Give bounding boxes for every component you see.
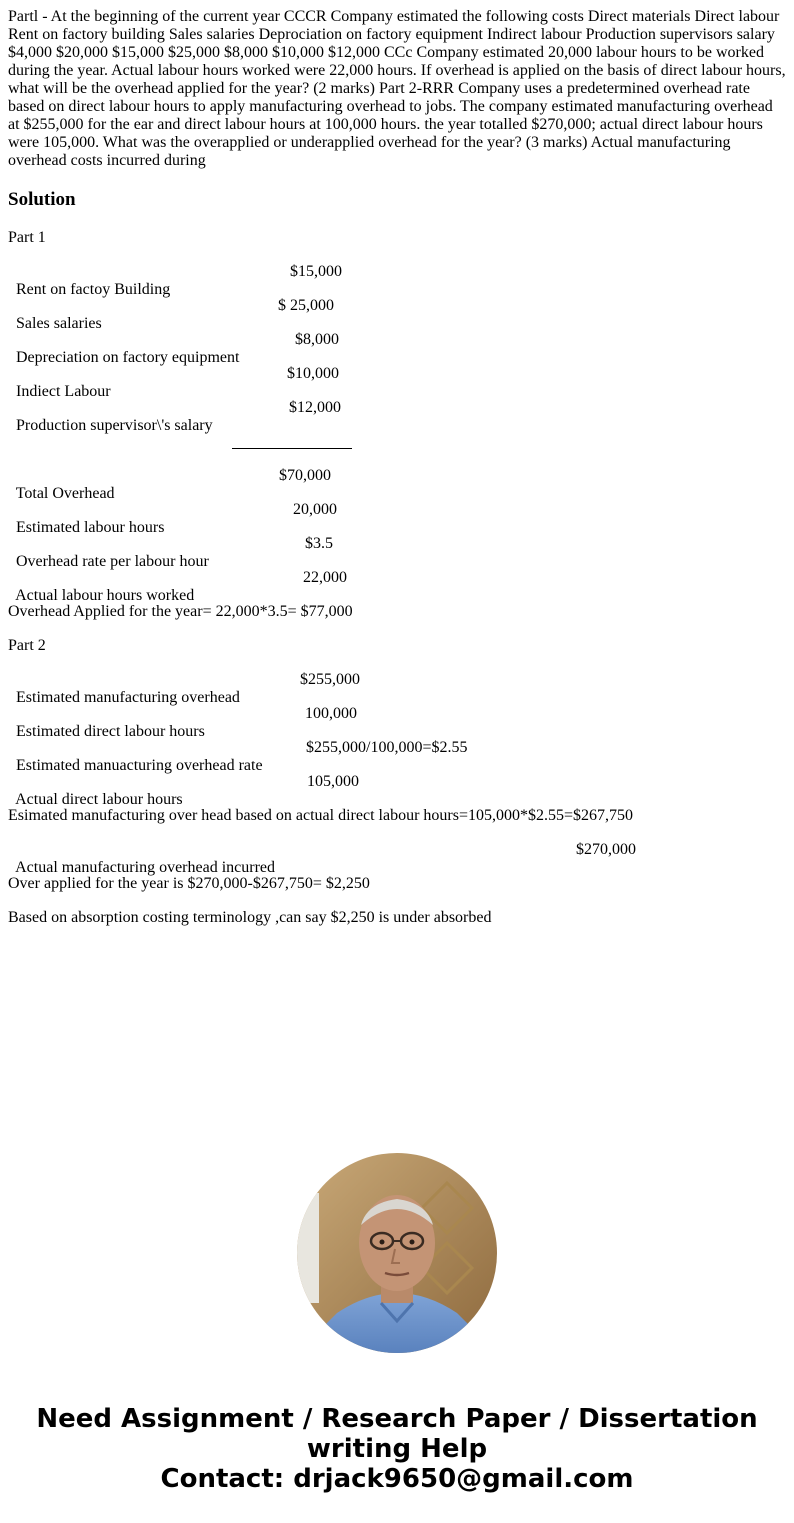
promo-contact: Contact: drjack9650@gmail.com: [160, 1464, 634, 1494]
author-avatar: [297, 1153, 497, 1353]
row-label: Rent on factoy Building: [16, 281, 171, 298]
part1-row-indirect: [8, 365, 339, 400]
row-value: 20,000: [293, 501, 337, 518]
row-value: $3.5: [305, 535, 333, 552]
part1-applied: Overhead Applied for the year= 22,000*3.5= $77,000: [8, 603, 353, 620]
row-label: Estimated manuacturing overhead rate: [16, 757, 263, 774]
part1-row-rate: [8, 535, 333, 570]
part1-row-actual-hours: [8, 569, 347, 604]
row-label: Actual direct labour hours: [15, 791, 183, 808]
row-value: $10,000: [287, 365, 339, 382]
part1-row-rent: [8, 263, 342, 298]
row-value: $8,000: [295, 331, 339, 348]
row-label: Estimated direct labour hours: [16, 723, 205, 740]
row-value: $ 25,000: [278, 297, 334, 314]
row-value: 22,000: [303, 569, 347, 586]
part2-absorption-note: Based on absorption costing terminology ,can say $2,250 is under absorbed: [8, 909, 492, 926]
solution-heading: Solution: [8, 189, 76, 210]
part2-estimated-line: Esimated manufacturing over head based on actual direct labour hours=105,000*$2.55=$267,750: [8, 807, 633, 824]
part1-row-depreciation: [8, 331, 339, 366]
part2-row-estimated-overhead: [8, 671, 360, 706]
part2-row-estimated-hours: [8, 705, 357, 740]
total-divider: [232, 448, 352, 449]
promo-line-1: Need Assignment / Research Paper / Dissertation: [36, 1404, 758, 1434]
row-label: Estimated labour hours: [16, 519, 165, 536]
row-label: Sales salaries: [16, 315, 102, 332]
question-text: Partl - At the beginning of the current year CCCR Company estimated the following costs Direct materials Direct labour Rent on factory building Sales salaries Deprociation on factory equipment Indirect labour Production supervisors salary $4,000 $20,000 $15,000 $25,000 $8,000 $10,000 $12,000 CCc Company estimated 20,000 labour hours to be worked during the year. Actual labour hours worked were 22,000 hours. If overhead is applied on the basis of direct labour hours, what will be the overhead applied for the year? (2 marks) Part 2-RRR Company uses a predetermined overhead rate based on direct labour hours to apply manufacturing overhead to jobs. The company estimated manufacturing overhead at $255,000 for the ear and direct labour hours at 100,000 hours. the year totalled $270,000; actual direct labour hours were 105,000. What was the overapplied or underapplied overhead for the year? (3 marks) Actual manufacturing overhead costs incurred during: [8, 8, 786, 169]
row-label: Overhead rate per labour hour: [16, 553, 209, 570]
row-value: $70,000: [279, 467, 331, 484]
row-value: $15,000: [290, 263, 342, 280]
row-label: Indiect Labour: [16, 383, 111, 400]
row-label: Estimated manufacturing overhead: [16, 689, 240, 706]
part1-row-sales: [8, 297, 334, 332]
row-label: Actual labour hours worked: [15, 587, 195, 604]
row-value: 100,000: [305, 705, 357, 722]
part1-row-estimated-hours: [8, 501, 337, 536]
row-label: Depreciation on factory equipment: [16, 349, 240, 366]
row-label: Total Overhead: [15, 485, 115, 502]
row-value: $12,000: [289, 399, 341, 416]
part2-actual-incurred: [8, 841, 636, 876]
part1-title: Part 1: [8, 229, 46, 246]
part2-row-rate: [8, 739, 468, 774]
row-value: $255,000/100,000=$2.55: [306, 739, 468, 756]
row-value: $270,000: [576, 841, 636, 858]
row-label: Actual manufacturing overhead incurred: [15, 859, 276, 876]
row-value: $255,000: [300, 671, 360, 688]
promo-banner: [0, 1404, 794, 1494]
part1-row-supervisor: [8, 399, 341, 434]
row-label: Production supervisor\'s salary: [16, 417, 213, 434]
promo-line-2: writing Help: [306, 1434, 488, 1464]
row-value: 105,000: [307, 773, 359, 790]
part2-over-applied: Over applied for the year is $270,000-$267,750= $2,250: [8, 875, 370, 892]
part2-title: Part 2: [8, 637, 46, 654]
part1-row-total: [8, 467, 331, 502]
part2-row-actual-hours: [8, 773, 359, 808]
